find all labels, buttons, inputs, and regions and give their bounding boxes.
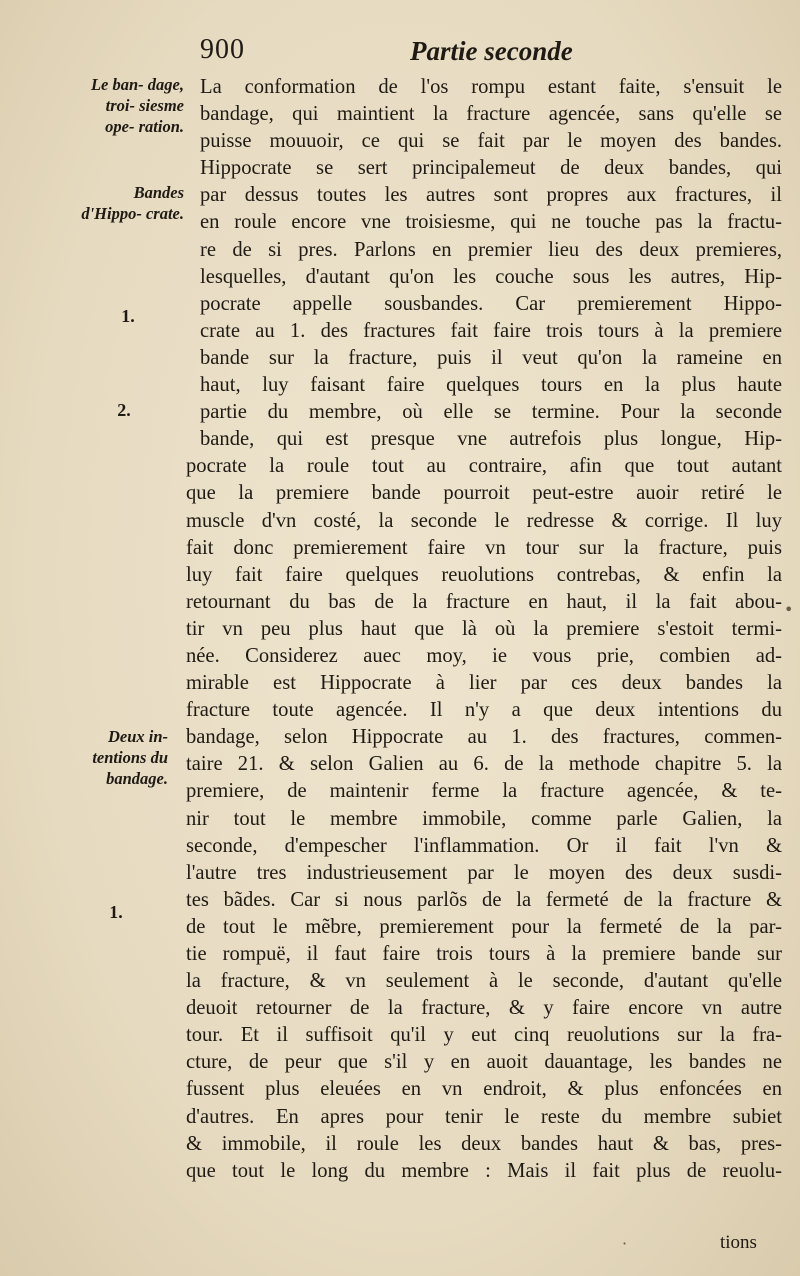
text-line: partie du membre, où elle se termine. Pour la seconde (200, 401, 782, 424)
margin-note-bandes-hippocrate: Bandes d'Hippo- crate. (81, 183, 184, 223)
text-line: bande, qui est presque vne autrefois plus longue, Hip- (200, 428, 782, 451)
text-line: premiere, de maintenir ferme la fracture agencée, & te- (186, 780, 782, 803)
running-title: Partie seconde (410, 36, 573, 66)
text-line: re de si pres. Parlons en premier lieu des deux premieres, (200, 238, 782, 261)
page-number: 900 (200, 34, 245, 65)
text-line: Hippocrate se sert principalemeut de deux bandes, qui (200, 157, 782, 180)
text-line: retournant du bas de la fracture en haut, il la fait abou- (186, 590, 782, 613)
text-line: par dessus toutes les autres sont propres aux fractures, il (200, 184, 782, 207)
text-line: deuoit retourner de la fracture, & y faire encore vn autre (186, 997, 782, 1020)
text-line: La conformation de l'os rompu estant faite, s'ensuit le (200, 76, 782, 98)
text-line: pocrate la roule tout au contraire, afin que tout autant (186, 455, 782, 478)
margin-number-1: 1. (121, 306, 135, 326)
margin-number-1b: 1. (109, 902, 123, 922)
text-line: d'autres. En apres pour tenir le reste du membre subiet (186, 1105, 782, 1128)
text-line: bande sur la fracture, puis il veut qu'on la rameine en (200, 346, 782, 369)
text-line: haut, luy faisant faire quelques tours en la plus haute (200, 374, 782, 397)
text-line: en roule encore vne troisiesme, qui ne touche pas la fractu- (200, 211, 782, 234)
text-line: crate au 1. des fractures fait faire trois tours à la premiere (200, 319, 782, 342)
text-line: cture, de peur que s'il y en auoit dauantage, les bandes ne (186, 1051, 782, 1074)
text-line: tour. Et il suffisoit qu'il y eut cinq reuolutions sur la fra- (186, 1024, 782, 1047)
text-line: que tout le long du membre : Mais il fait plus de reuolu- (186, 1159, 782, 1182)
text-line: que la premiere bande pourroit peut-estre auoir retiré le (186, 482, 782, 505)
ink-speck: • (784, 600, 794, 619)
text-line: taire 21. & selon Galien au 6. de la methode chapitre 5. la (186, 753, 782, 776)
ink-speck: · (622, 1234, 628, 1253)
text-line: seconde, d'empescher l'inflammation. Or il fait l'vn & (186, 834, 782, 857)
text-line: tes bãdes. Car si nous parlõs de la fermeté de la fracture & (186, 888, 782, 911)
text-line: tir vn peu plus haut que là où la premiere s'estoit termi- (186, 617, 782, 640)
text-line: lesquelles, d'autant qu'on les couche sous les autres, Hip- (200, 265, 782, 288)
text-line: bandage, qui maintient la fracture agencée, sans qu'elle se (200, 103, 782, 126)
text-line: bandage, selon Hippocrate au 1. des fractures, commen- (186, 726, 782, 749)
text-line: l'autre tres industrieusement par le moyen des deux susdi- (186, 861, 782, 884)
main-text (186, 74, 782, 1185)
text-line: muscle d'vn costé, la seconde le redresse & corrige. Il luy (186, 509, 782, 532)
text-line: mirable est Hippocrate à lier par ces deux bandes la (186, 672, 782, 695)
text-line: fracture toute agencée. Il n'y a que deux intentions du (186, 699, 782, 722)
text-line: nir tout le membre immobile, comme parle Galien, la (186, 807, 782, 830)
page-header (0, 34, 800, 70)
text-line: de tout le mẽbre, premierement pour la fermeté de la par- (186, 915, 782, 938)
text-line: puisse mouuoir, ce qui se fait par le moyen des bandes. (200, 130, 782, 153)
catchword: tions (720, 1232, 757, 1253)
text-line: fussent plus eleuées en vn endroit, & plus enfoncées en (186, 1078, 782, 1101)
text-line: pocrate appelle sousbandes. Car premierement Hippo- (200, 292, 782, 315)
text-line: & immobile, il roule les deux bandes haut & bas, pres- (186, 1132, 782, 1155)
text-line: tie rompuë, il faut faire trois tours à la premiere bande sur (186, 943, 782, 965)
text-line: née. Considerez auec moy, ie vous prie, combien ad- (186, 644, 782, 667)
text-line: la fracture, & vn seulement à le seconde, d'autant qu'elle (186, 970, 782, 993)
text-line: luy fait faire quelques reuolutions contrebas, & enfin la (186, 563, 782, 586)
text-line: fait donc premierement faire vn tour sur la fracture, puis (186, 536, 782, 559)
margin-note-bandage: Le ban- dage, troi- siesme ope- ration. (90, 75, 184, 136)
margin-note-deux-intentions: Deux in- tentions du bandage. (92, 727, 168, 788)
margin-number-2: 2. (117, 400, 131, 420)
